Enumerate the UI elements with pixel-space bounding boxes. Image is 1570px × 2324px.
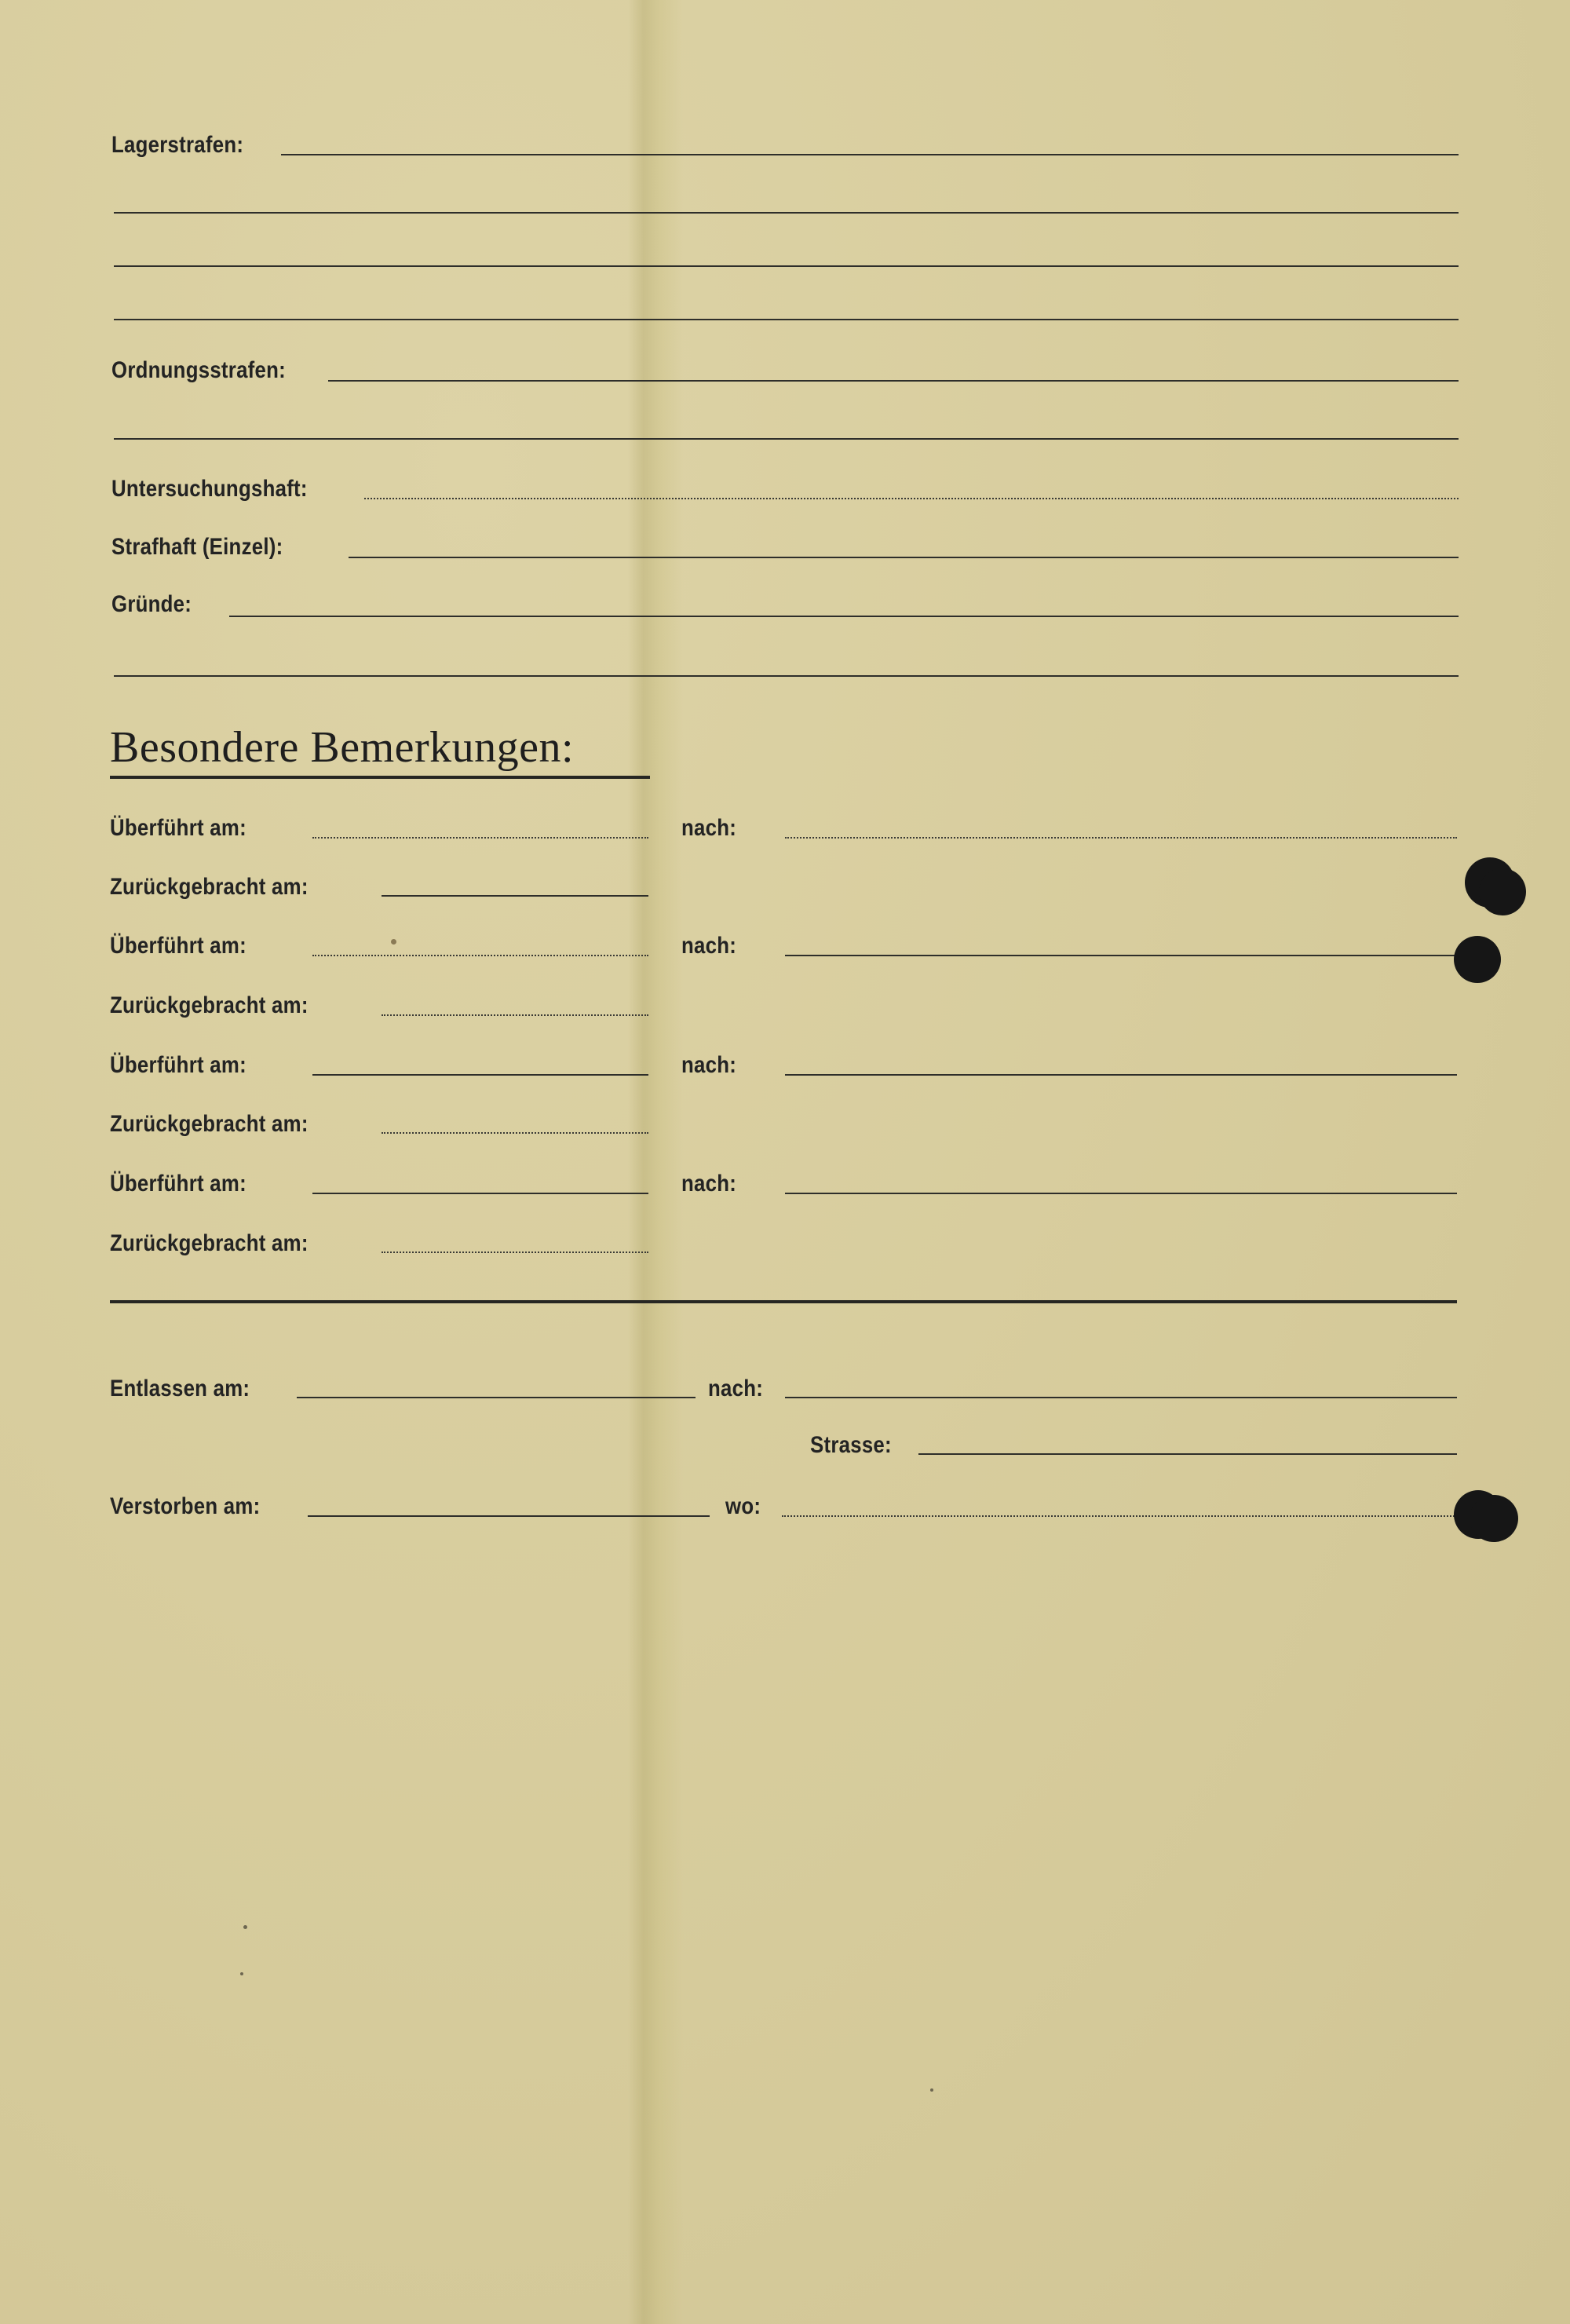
punch-hole bbox=[1479, 868, 1526, 915]
label-nach-3: nach: bbox=[681, 1052, 737, 1078]
label-entlassen: Entlassen am: bbox=[110, 1376, 250, 1401]
field-ueberfuehrt-3[interactable] bbox=[312, 1074, 648, 1076]
section-divider bbox=[110, 1300, 1457, 1303]
label-ueberfuehrt-3: Überführt am: bbox=[110, 1052, 246, 1078]
field-ordnungsstrafen[interactable] bbox=[328, 380, 1459, 382]
field-gruende[interactable] bbox=[229, 616, 1459, 617]
field-zurueck-4[interactable] bbox=[382, 1252, 648, 1253]
label-strafhaft: Strafhaft (Einzel): bbox=[111, 534, 283, 560]
field-zurueck-3[interactable] bbox=[382, 1132, 648, 1134]
section-heading: Besondere Bemerkungen: bbox=[110, 723, 575, 772]
field-gruende-line-2[interactable] bbox=[114, 675, 1459, 677]
label-verstorben: Verstorben am: bbox=[110, 1493, 261, 1519]
label-zurueck-3: Zurückgebracht am: bbox=[110, 1111, 309, 1137]
field-lagerstrafen-line-3[interactable] bbox=[114, 265, 1459, 267]
field-zurueck-1[interactable] bbox=[382, 895, 648, 897]
field-lagerstrafen-line-2[interactable] bbox=[114, 212, 1459, 214]
field-ordnungsstrafen-line-2[interactable] bbox=[114, 438, 1459, 440]
field-ueberfuehrt-1[interactable] bbox=[312, 837, 648, 839]
field-entlassen[interactable] bbox=[297, 1397, 696, 1398]
label-ordnungsstrafen: Ordnungsstrafen: bbox=[111, 357, 287, 383]
punch-hole bbox=[1470, 1495, 1518, 1542]
field-lagerstrafen[interactable] bbox=[281, 154, 1459, 155]
paper-speck bbox=[391, 939, 396, 945]
field-nach-1[interactable] bbox=[785, 837, 1457, 839]
label-lagerstrafen: Lagerstrafen: bbox=[111, 132, 244, 158]
field-verstorben[interactable] bbox=[308, 1515, 710, 1517]
field-wo[interactable] bbox=[782, 1515, 1457, 1517]
label-strasse: Strasse: bbox=[810, 1432, 892, 1458]
label-gruende: Gründe: bbox=[111, 591, 192, 617]
field-zurueck-2[interactable] bbox=[382, 1014, 648, 1016]
field-nach-4[interactable] bbox=[785, 1193, 1457, 1194]
label-nach-4: nach: bbox=[681, 1171, 737, 1197]
field-strafhaft[interactable] bbox=[349, 557, 1459, 558]
field-untersuchungshaft[interactable] bbox=[364, 498, 1459, 499]
field-strasse[interactable] bbox=[918, 1453, 1457, 1455]
label-zurueck-1: Zurückgebracht am: bbox=[110, 874, 309, 900]
paper-speck bbox=[930, 2088, 933, 2092]
paper-speck bbox=[243, 1925, 247, 1929]
label-entlassen-nach: nach: bbox=[708, 1376, 764, 1401]
field-lagerstrafen-line-4[interactable] bbox=[114, 319, 1459, 320]
field-ueberfuehrt-2[interactable] bbox=[312, 955, 648, 956]
label-zurueck-4: Zurückgebracht am: bbox=[110, 1230, 309, 1256]
punch-hole bbox=[1454, 936, 1501, 983]
label-nach-1: nach: bbox=[681, 815, 737, 841]
label-nach-2: nach: bbox=[681, 933, 737, 959]
label-wo: wo: bbox=[725, 1493, 761, 1519]
label-ueberfuehrt-2: Überführt am: bbox=[110, 933, 246, 959]
paper-speck bbox=[240, 1972, 243, 1975]
label-zurueck-2: Zurückgebracht am: bbox=[110, 992, 309, 1018]
field-nach-2[interactable] bbox=[785, 955, 1457, 956]
field-nach-3[interactable] bbox=[785, 1074, 1457, 1076]
label-ueberfuehrt-1: Überführt am: bbox=[110, 815, 246, 841]
field-ueberfuehrt-4[interactable] bbox=[312, 1193, 648, 1194]
heading-underline bbox=[110, 776, 650, 779]
label-ueberfuehrt-4: Überführt am: bbox=[110, 1171, 246, 1197]
field-entlassen-nach[interactable] bbox=[785, 1397, 1457, 1398]
label-untersuchungshaft: Untersuchungshaft: bbox=[111, 476, 308, 502]
